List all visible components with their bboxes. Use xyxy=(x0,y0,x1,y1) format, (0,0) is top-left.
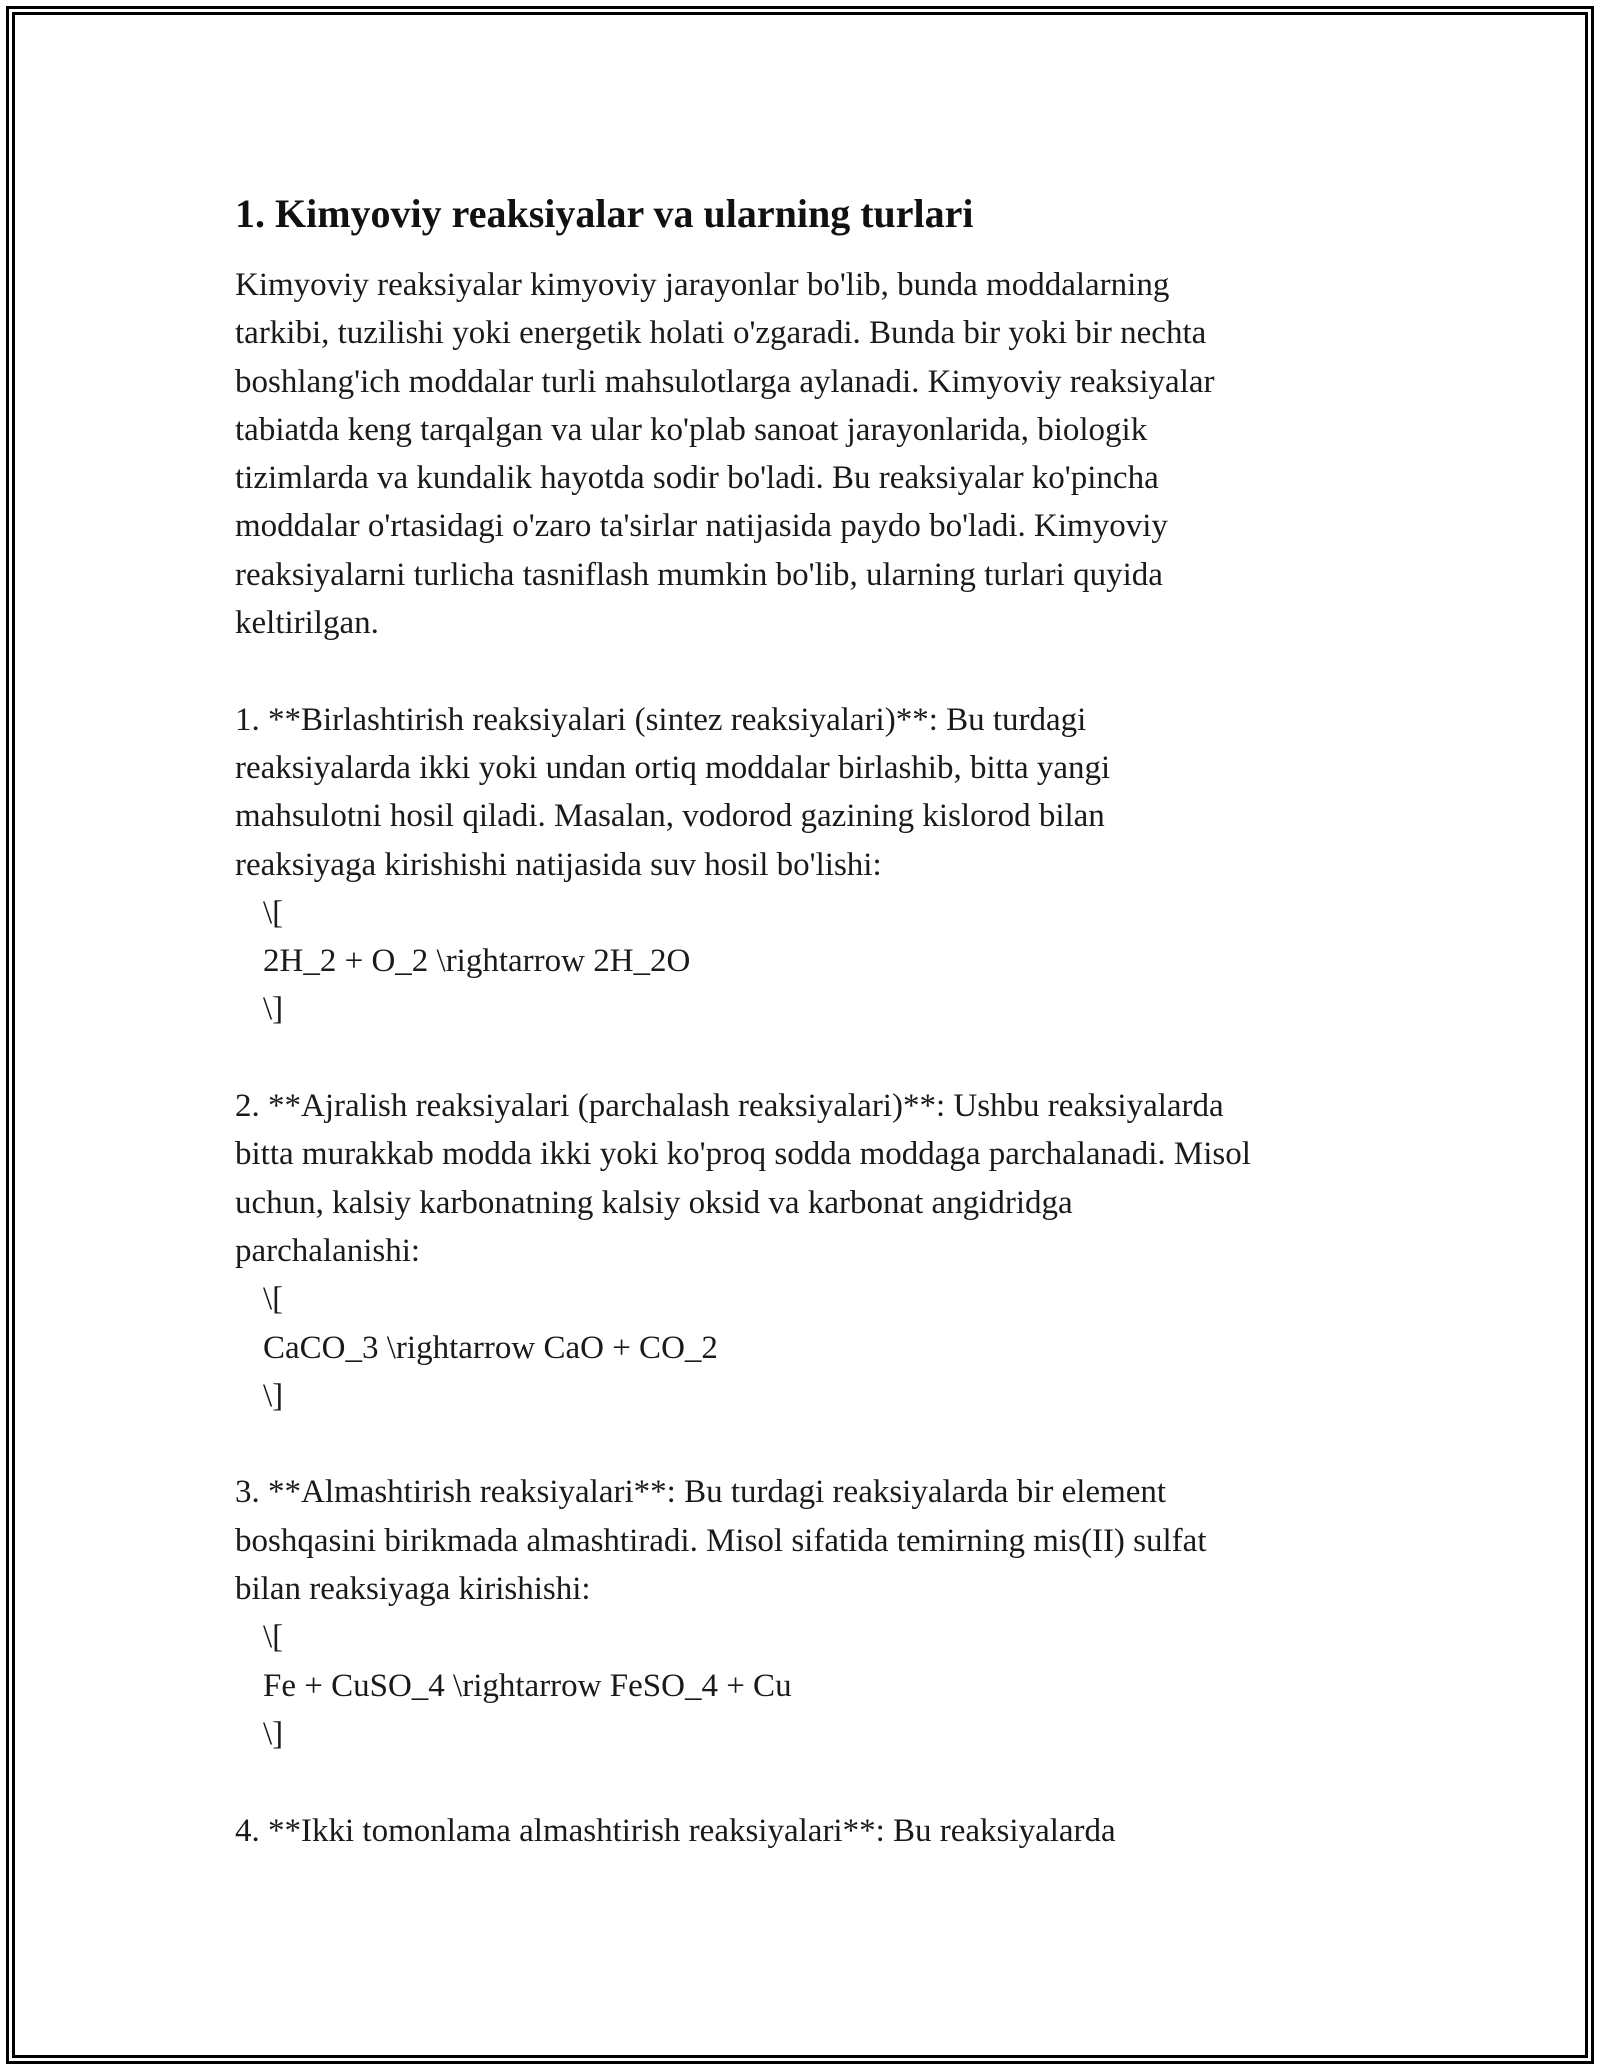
formula-open: \[ xyxy=(263,1619,284,1656)
spacer xyxy=(235,1034,1380,1082)
formula-text: 2H_2 + O_2 \rightarrow 2H_2O xyxy=(263,943,691,980)
section-text: 3. **Almashtirish reaksiyalari**: Bu turdagi reaksiyalarda bir element boshqasini birikmada almashtiradi. Misol sifatida temirning mis(II) sulfat bilan reaksiyaga kirishishi: xyxy=(235,1474,1207,1608)
spacer xyxy=(235,647,1380,695)
formula-close: \] xyxy=(263,1715,284,1752)
page-title: 1. Kimyoviy reaksiyalar va ularning turlari xyxy=(235,191,974,236)
formula-close: \] xyxy=(263,1377,284,1414)
section-text: 1. **Birlashtirish reaksiyalari (sintez reaksiyalari)**: Bu turdagi reaksiyalarda ikki yoki undan ortiq moddalar birlashib, bitta yangi mahsulotni hosil qiladi. Masalan, vodorod gazining kislorod bilan reaksiyaga kirishishi natijasida suv hosil bo'lishi: xyxy=(235,701,1111,883)
formula-close: \] xyxy=(263,991,284,1028)
document-body xyxy=(235,190,1380,1855)
intro-paragraph: Kimyoviy reaksiyalar kimyoviy jarayonlar bo'lib, bunda moddalarning tarkibi, tuzilishi yoki energetik holati o'zgaradi. Bunda bir yoki bir nechta boshlang'ich moddalar turli mahsulotlarga aylanadi. Kimyoviy reaksiyalar tabiatda keng tarqalgan va ular ko'plab sanoat jarayonlarida, biologik tizimlarda va kundalik hayotda sodir bo'ladi. Bu reaksiyalar ko'pincha moddalar o'rtasidagi o'zaro ta'sirlar natijasida paydo bo'ladi. Kimyoviy reaksiyalarni turlicha tasniflash mumkin bo'lib, ularning turlari quyida keltirilgan. xyxy=(235,267,1215,642)
formula-text: CaCO_3 \rightarrow CaO + CO_2 xyxy=(263,1329,718,1366)
section-text: 2. **Ajralish reaksiyalari (parchalash reaksiyalari)**: Ushbu reaksiyalarda bitta murakkab modda ikki yoki ko'proq sodda moddaga parchalanadi. Misol uchun, kalsiy karbonatning kalsiy oksid va karbonat angidridga parchalanishi: xyxy=(235,1088,1251,1269)
formula-open: \[ xyxy=(263,894,284,931)
section-decomposition xyxy=(235,1082,1380,1420)
section-substitution xyxy=(235,1468,1380,1758)
formula-block xyxy=(235,889,1380,1034)
section-synthesis xyxy=(235,696,1380,1034)
spacer xyxy=(235,1420,1380,1468)
formula-block xyxy=(235,1275,1380,1420)
formula-block xyxy=(235,1613,1380,1758)
section-double-substitution: 4. **Ikki tomonlama almashtirish reaksiyalari**: Bu reaksiyalarda xyxy=(235,1812,1116,1849)
formula-text: Fe + CuSO_4 \rightarrow FeSO_4 + Cu xyxy=(263,1667,792,1704)
formula-open: \[ xyxy=(263,1281,284,1318)
spacer xyxy=(235,1758,1380,1806)
